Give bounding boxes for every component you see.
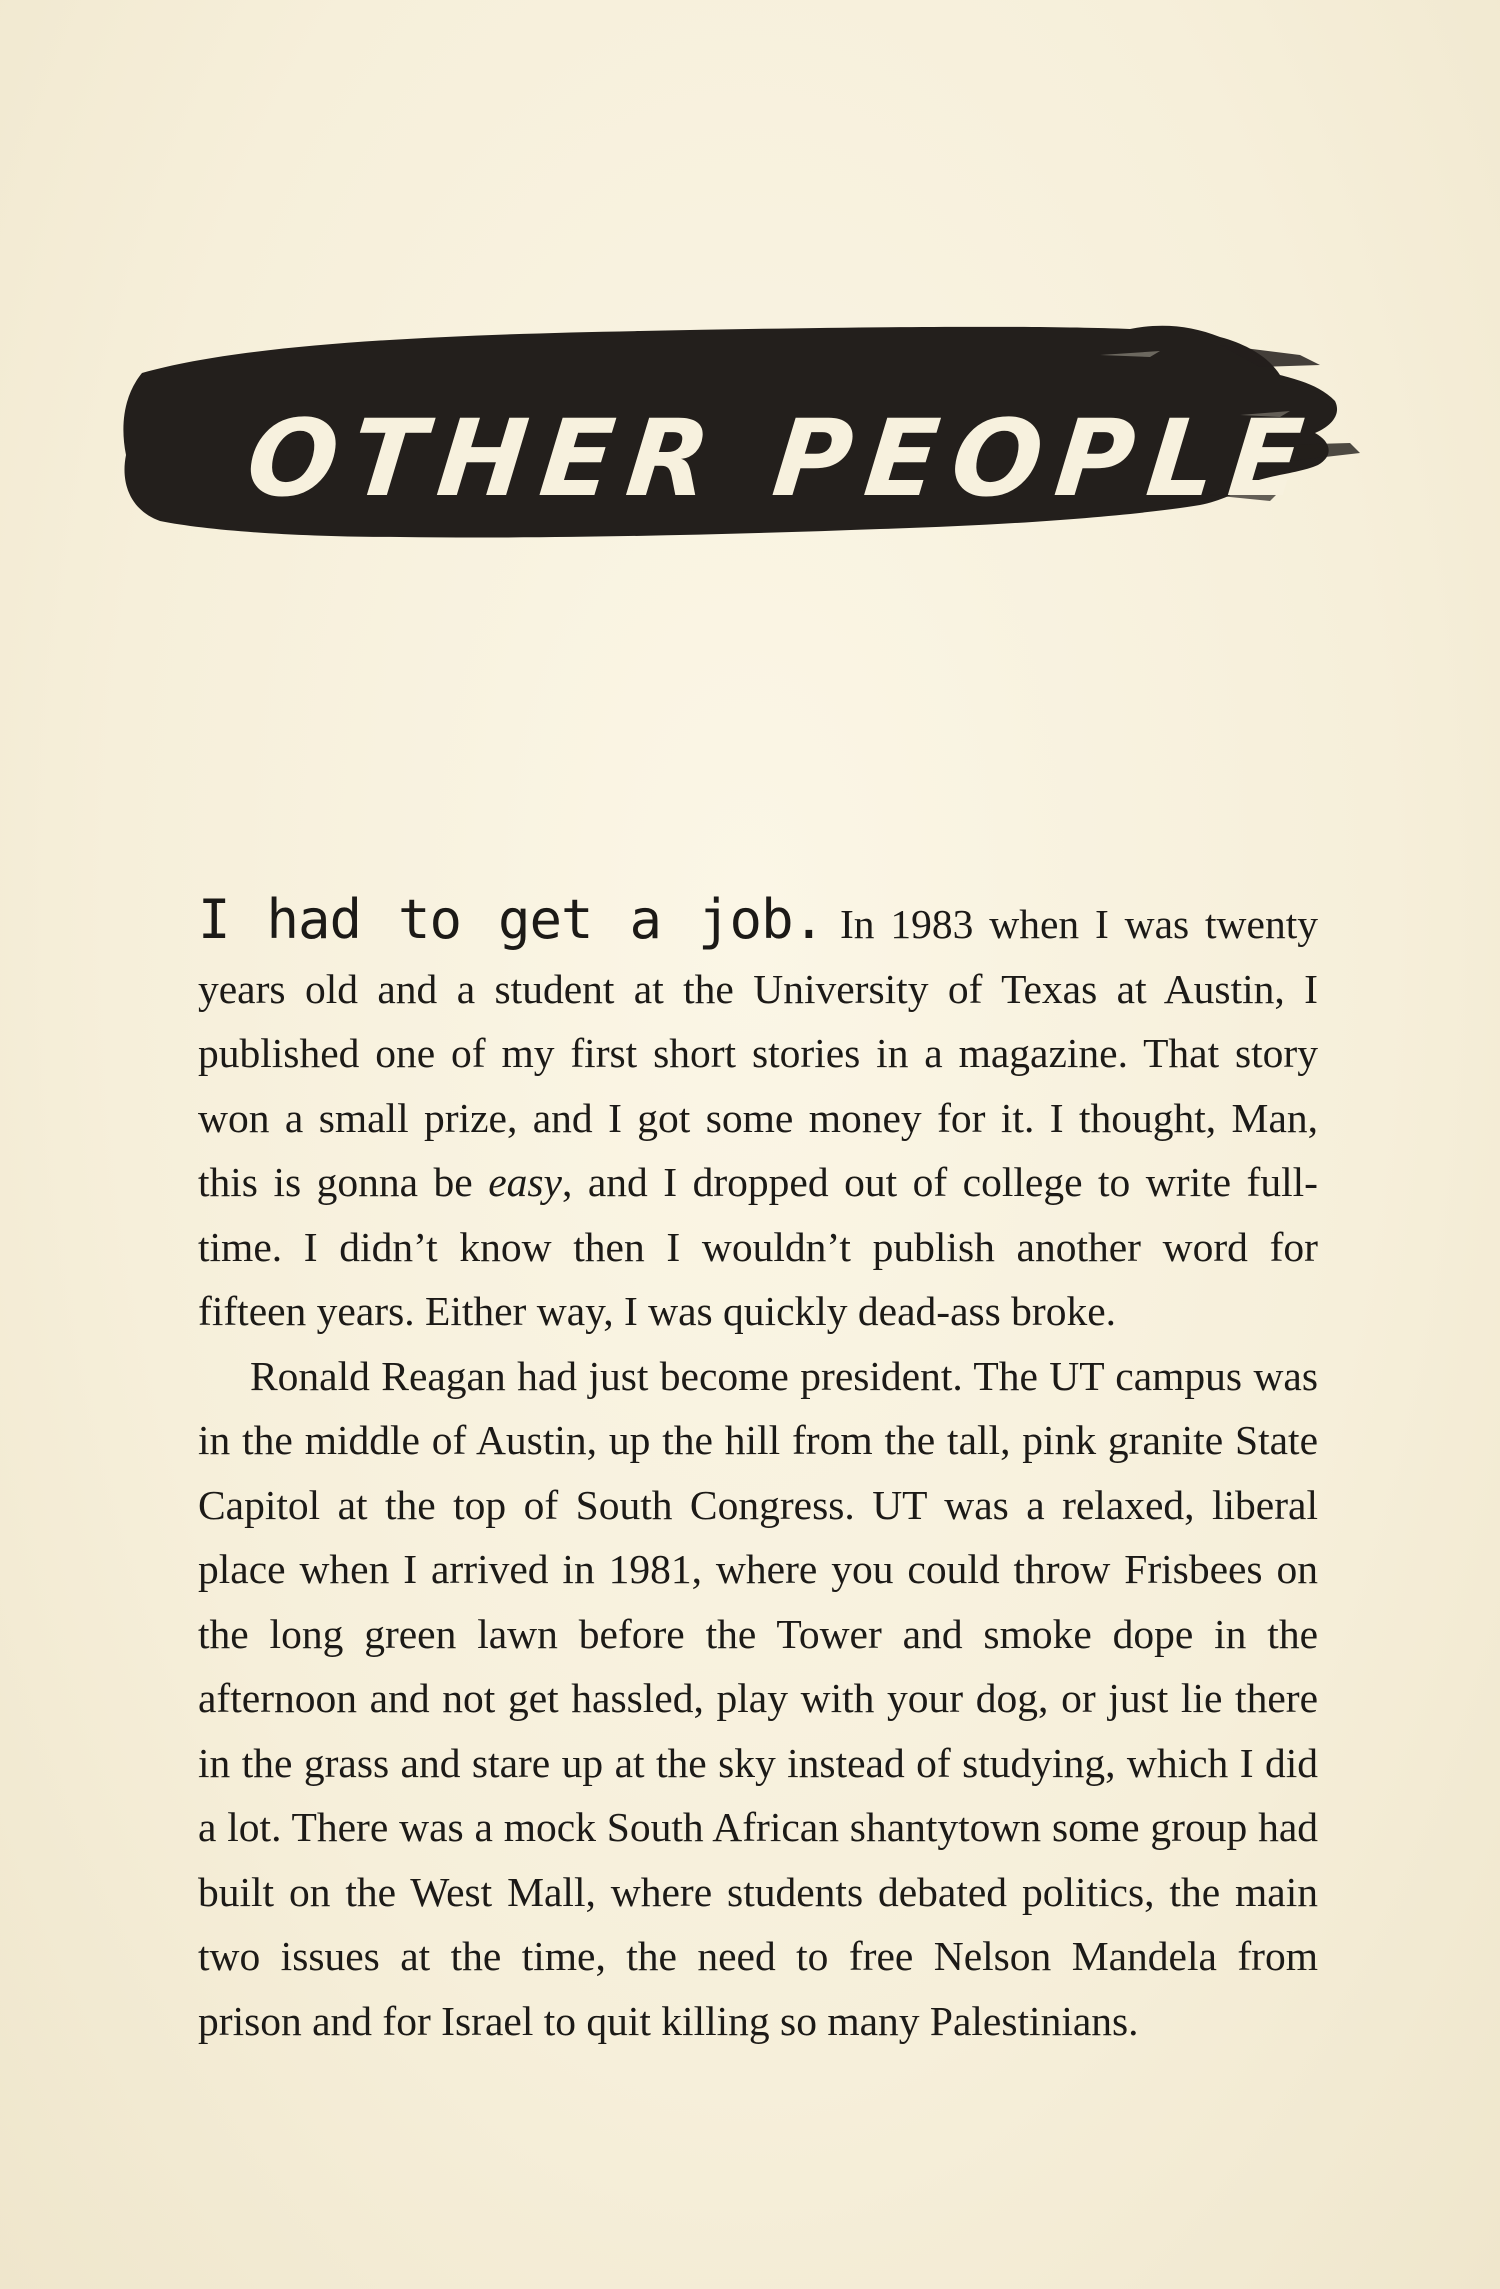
- emphasized-word: easy: [488, 1159, 562, 1205]
- paragraph-1-text-a: In 1983 when I was twenty years old and a student at the University of Texas at Austin, I published one of my first short stories in a magazine. That story won a small prize, and I got some money for it. I thought, Man, this is gonna be: [198, 901, 1318, 1205]
- paragraph-2: Ronald Reagan had just become president. The UT campus was in the middle of Austin, up the hill from the tall, pink granite State Capitol at the top of South Congress. UT was a relaxed, liberal place when I arrived in 1981, where you could throw Frisbees on the long green lawn before the Tower and smoke dope in the afternoon and not get hassled, play with your dog, or just lie there in the grass and stare up at the sky instead of studying, which I did a lot. There was a mock South African shantytown some group had built on the West Mall, where students debated politics, the main two issues at the time, the need to free Nelson Mandela from prison and for Israel to quit killing so many Palestinians.: [198, 1352, 1318, 2044]
- lead-in-text: I had to get a job.: [198, 888, 825, 951]
- chapter-title: OTHER PEOPLE: [241, 397, 1323, 520]
- paragraph-1-text-b: , and I dropped out of college to write full-time. I didn’t know then I wouldn’t publish another word for fifteen years. Either way, I was quickly dead-ass broke.: [198, 1159, 1318, 1334]
- chapter-body: [198, 888, 1318, 2053]
- chapter-title-banner: [120, 315, 1410, 635]
- paragraph-1: [198, 888, 1318, 1344]
